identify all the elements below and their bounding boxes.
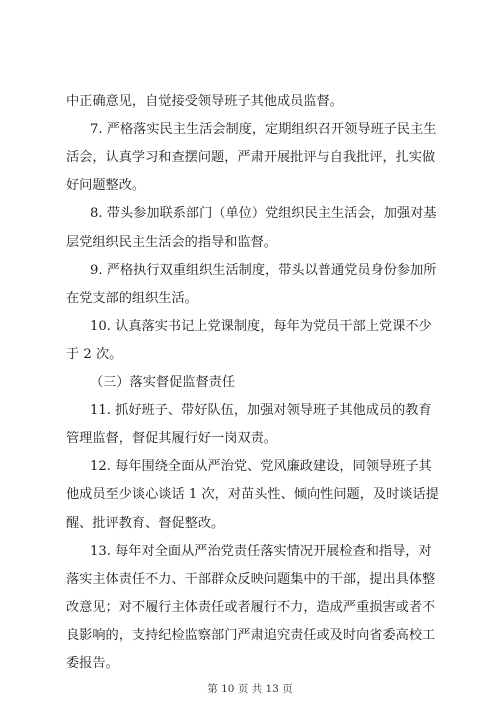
list-item-11: 11. 抓好班子、带好队伍，加强对领导班子其他成员的教育 (90, 403, 432, 418)
text-line: 落实主体责任不力、干部群众反映问题集中的干部，提出具体整 (66, 572, 436, 587)
list-item-8: 8. 带头参加联系部门（单位）党组织民主生活会，加强对基 (90, 206, 437, 221)
text-line: 于 2 次。 (66, 347, 123, 362)
text-line: 好问题整改。 (66, 178, 146, 193)
section-heading: （三）落实督促监督责任 (90, 375, 236, 390)
text-line: 在党支部的组织生活。 (66, 291, 198, 306)
text-line: 中正确意见，自觉接受领导班子其他成员监督。 (66, 94, 343, 109)
text-line: 改意见；对不履行主体责任或者履行不力，造成严重损害或者不 (66, 600, 436, 615)
text-line: 管理监督，督促其履行好一岗双责。 (66, 431, 277, 446)
list-item-12: 12. 每年围绕全面从严治党、党风廉政建设，同领导班子其 (90, 459, 432, 474)
text-line: 良影响的，支持纪检监察部门严肃追究责任或及时向省委高校工 (66, 628, 436, 643)
list-item-7: 7. 严格落实民主生活会制度，定期组织召开领导班子民主生 (90, 122, 437, 137)
page-number-footer: 第 10 页 共 13 页 (207, 683, 293, 695)
text-line: 醒、批评教育、督促整改。 (66, 516, 225, 531)
list-item-9: 9. 严格执行双重组织生活制度，带头以普通党员身份参加所 (90, 263, 437, 278)
text-line: 活会，认真学习和查摆问题，严肃开展批评与自我批评，扎实做 (66, 150, 436, 165)
text-line: 委报告。 (66, 656, 119, 671)
text-line: 他成员至少谈心谈话 1 次，对苗头性、倾向性问题，及时谈话提 (66, 487, 439, 502)
list-item-13: 13. 每年对全面从严治党责任落实情况开展检查和指导，对 (90, 544, 432, 559)
text-line: 层党组织民主生活会的指导和监督。 (66, 235, 277, 250)
list-item-10: 10. 认真落实书记上党课制度，每年为党员干部上党课不少 (90, 319, 432, 334)
